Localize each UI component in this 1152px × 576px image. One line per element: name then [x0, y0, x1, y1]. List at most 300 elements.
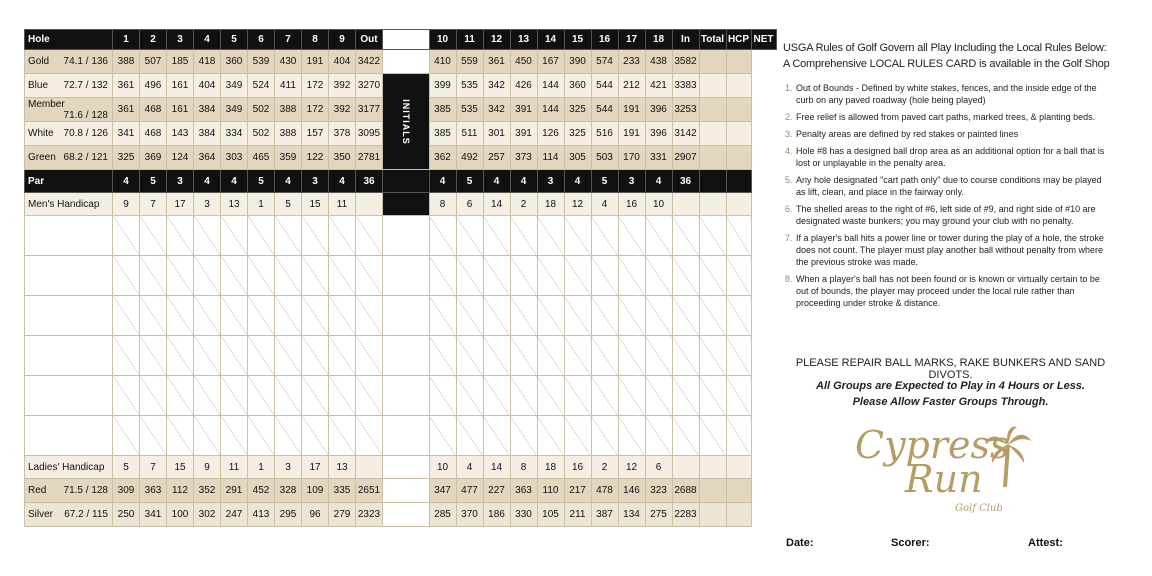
score-cell[interactable]: [645, 296, 672, 336]
score-cell[interactable]: [699, 416, 726, 456]
value-cell: 143: [167, 122, 194, 146]
score-cell[interactable]: [302, 216, 329, 256]
handicap-value: 12: [618, 456, 645, 479]
value-cell: 359: [275, 146, 302, 170]
value-cell: 291: [221, 479, 248, 503]
score-cell[interactable]: [113, 216, 140, 256]
handicap-value: 11: [329, 193, 356, 216]
score-cell[interactable]: [429, 256, 456, 296]
initials-cell[interactable]: [383, 296, 430, 336]
score-cell[interactable]: [564, 296, 591, 336]
score-cell[interactable]: [248, 336, 275, 376]
value-cell: 126: [537, 122, 564, 146]
score-cell[interactable]: [275, 216, 302, 256]
score-cell[interactable]: [483, 376, 510, 416]
handicap-value: 17: [167, 193, 194, 216]
value-cell: 362: [429, 146, 456, 170]
score-cell[interactable]: [302, 416, 329, 456]
tee-row: [25, 503, 777, 527]
value-cell: 157: [302, 122, 329, 146]
value-cell: 186: [483, 503, 510, 527]
value-cell: 191: [618, 98, 645, 122]
score-cell[interactable]: [248, 376, 275, 416]
score-cell[interactable]: [726, 50, 751, 74]
header-cell: NET: [751, 30, 776, 50]
header-cell: 5: [221, 30, 248, 50]
rule-number: 5.: [785, 175, 793, 185]
score-cell[interactable]: [221, 256, 248, 296]
value-cell: 438: [645, 50, 672, 74]
handicap-value: 1: [248, 193, 275, 216]
score-cell[interactable]: [113, 256, 140, 296]
tee-rating: 70.8 / 126: [63, 128, 108, 139]
value-cell: 388: [113, 50, 140, 74]
score-cell[interactable]: [645, 376, 672, 416]
header-cell: In: [672, 30, 699, 50]
score-cell[interactable]: [113, 416, 140, 456]
score-cell[interactable]: [248, 256, 275, 296]
score-cell[interactable]: [275, 256, 302, 296]
attest-label: Attest:: [1028, 537, 1063, 549]
par-value: 5: [248, 170, 275, 193]
value-cell: 305: [564, 146, 591, 170]
value-cell: 247: [221, 503, 248, 527]
value-cell: 334: [221, 122, 248, 146]
rule-item: [783, 174, 1113, 198]
rule-text: Hole #8 has a designed ball drop area as an additional option for a ball that is lost or unplayable in the penalty area.: [796, 146, 1105, 168]
value-cell: 212: [618, 74, 645, 98]
score-cell[interactable]: [194, 416, 221, 456]
tee-label: [25, 50, 113, 74]
score-cell[interactable]: [591, 256, 618, 296]
score-cell[interactable]: [510, 376, 537, 416]
score-cell[interactable]: [699, 50, 726, 74]
score-cell[interactable]: [672, 416, 699, 456]
handicap-value: [672, 456, 699, 479]
value-cell: 191: [618, 122, 645, 146]
tee-name: Member: [28, 98, 65, 110]
rule-item: [783, 232, 1113, 268]
rule-number: 4.: [785, 146, 793, 156]
handicap-value: 2: [591, 456, 618, 479]
score-cell[interactable]: [726, 98, 751, 122]
score-cell[interactable]: [726, 296, 751, 336]
value-cell: 404: [329, 50, 356, 74]
score-cell[interactable]: [221, 336, 248, 376]
player-name-cell[interactable]: [25, 376, 113, 416]
value-cell: 399: [429, 74, 456, 98]
score-cell[interactable]: [167, 216, 194, 256]
par-value: 3: [537, 170, 564, 193]
logo-line-1: Cypress: [855, 423, 1010, 467]
tee-name: Blue: [28, 80, 49, 91]
initials-spacer: [383, 170, 430, 193]
value-cell: 295: [275, 503, 302, 527]
score-cell[interactable]: [140, 336, 167, 376]
score-cell[interactable]: [726, 122, 751, 146]
score-cell[interactable]: [564, 216, 591, 256]
score-cell[interactable]: [167, 416, 194, 456]
score-cell[interactable]: [726, 216, 751, 256]
score-cell[interactable]: [699, 122, 726, 146]
score-cell[interactable]: [726, 193, 751, 216]
value-cell: 361: [483, 50, 510, 74]
initials-cell[interactable]: [383, 376, 430, 416]
score-cell[interactable]: [429, 216, 456, 256]
score-cell[interactable]: [618, 376, 645, 416]
score-cell[interactable]: [726, 376, 751, 416]
initials-spacer: [383, 193, 430, 216]
value-cell: 342: [483, 74, 510, 98]
handicap-value: 10: [429, 456, 456, 479]
tee-label: [25, 74, 113, 98]
initials-label: INITIALS: [400, 98, 411, 145]
handicap-value: 9: [113, 193, 140, 216]
score-cell[interactable]: [591, 376, 618, 416]
rules-heading-1: USGA Rules of Golf Govern all Play Including the Local Rules Below:: [783, 42, 1107, 54]
score-cell[interactable]: [645, 256, 672, 296]
score-cell[interactable]: [483, 296, 510, 336]
score-cell[interactable]: [140, 376, 167, 416]
score-cell[interactable]: [537, 216, 564, 256]
value-cell: 330: [510, 503, 537, 527]
value-cell: 392: [329, 98, 356, 122]
score-cell[interactable]: [726, 336, 751, 376]
handicap-value: 1: [248, 456, 275, 479]
score-cell[interactable]: [429, 416, 456, 456]
score-cell[interactable]: [483, 416, 510, 456]
value-cell: 524: [248, 74, 275, 98]
score-cell[interactable]: [699, 503, 726, 527]
value-cell: 468: [140, 98, 167, 122]
handicap-value: 10: [645, 193, 672, 216]
value-cell: 502: [248, 122, 275, 146]
header-cell: 16: [591, 30, 618, 50]
score-cell[interactable]: [510, 296, 537, 336]
score-cell[interactable]: [356, 376, 383, 416]
handicap-value: 3: [275, 456, 302, 479]
score-cell[interactable]: [329, 216, 356, 256]
score-cell[interactable]: [429, 376, 456, 416]
value-cell: 350: [329, 146, 356, 170]
score-cell[interactable]: [618, 416, 645, 456]
score-cell[interactable]: [726, 503, 751, 527]
pace-line-1: All Groups are Expected to Play in 4 Hours or Less.: [816, 380, 1085, 392]
player-score-row: [25, 216, 777, 256]
value-cell: 385: [429, 122, 456, 146]
value-cell: 233: [618, 50, 645, 74]
score-cell[interactable]: [140, 216, 167, 256]
score-cell[interactable]: [194, 256, 221, 296]
handicap-value: [672, 193, 699, 216]
score-cell[interactable]: [699, 193, 726, 216]
player-name-cell[interactable]: [25, 256, 113, 296]
par-label: Par: [25, 170, 113, 193]
value-cell: 496: [140, 74, 167, 98]
ladies-handicap-row: [25, 456, 777, 479]
value-cell: 167: [537, 50, 564, 74]
score-cell[interactable]: [699, 296, 726, 336]
spacer-cell: [383, 30, 430, 50]
score-cell[interactable]: [726, 456, 751, 479]
score-cell[interactable]: [456, 416, 483, 456]
value-cell: 303: [221, 146, 248, 170]
score-cell[interactable]: [329, 416, 356, 456]
value-cell: 3422: [356, 50, 383, 74]
score-cell[interactable]: [329, 296, 356, 336]
value-cell: 323: [645, 479, 672, 503]
value-cell: 2323: [356, 503, 383, 527]
score-cell[interactable]: [329, 256, 356, 296]
par-value: 4: [194, 170, 221, 193]
initials-cell[interactable]: [383, 416, 430, 456]
par-value: 4: [429, 170, 456, 193]
value-cell: 450: [510, 50, 537, 74]
score-cell[interactable]: [456, 256, 483, 296]
score-cell[interactable]: [699, 376, 726, 416]
header-cell: 14: [537, 30, 564, 50]
score-cell[interactable]: [672, 256, 699, 296]
value-cell: 110: [537, 479, 564, 503]
score-cell[interactable]: [699, 98, 726, 122]
score-cell[interactable]: [510, 256, 537, 296]
player-name-cell[interactable]: [25, 336, 113, 376]
score-cell[interactable]: [275, 416, 302, 456]
score-cell[interactable]: [275, 296, 302, 336]
rule-number: 7.: [785, 233, 793, 243]
score-cell[interactable]: [302, 376, 329, 416]
value-cell: 384: [194, 98, 221, 122]
score-cell[interactable]: [618, 216, 645, 256]
par-value: 4: [483, 170, 510, 193]
score-cell[interactable]: [699, 456, 726, 479]
value-cell: 574: [591, 50, 618, 74]
value-cell: 112: [167, 479, 194, 503]
score-cell[interactable]: [591, 296, 618, 336]
handicap-value: 2: [510, 193, 537, 216]
spacer-cell: [383, 479, 430, 503]
pace-line-2: Please Allow Faster Groups Through.: [852, 396, 1049, 408]
value-cell: 325: [564, 122, 591, 146]
score-cell[interactable]: [140, 256, 167, 296]
score-cell[interactable]: [726, 146, 751, 170]
tee-label: [25, 122, 113, 146]
score-cell[interactable]: [302, 256, 329, 296]
score-cell[interactable]: [672, 376, 699, 416]
value-cell: 2651: [356, 479, 383, 503]
score-cell[interactable]: [113, 376, 140, 416]
score-cell[interactable]: [510, 416, 537, 456]
score-cell[interactable]: [672, 336, 699, 376]
score-cell[interactable]: [564, 376, 591, 416]
score-cell[interactable]: [564, 336, 591, 376]
value-cell: 544: [591, 98, 618, 122]
initials-cell[interactable]: [383, 336, 430, 376]
player-name-cell[interactable]: [25, 216, 113, 256]
handicap-value: 16: [564, 456, 591, 479]
score-cell[interactable]: [329, 376, 356, 416]
score-cell[interactable]: [537, 256, 564, 296]
value-cell: 391: [510, 122, 537, 146]
header-cell: 13: [510, 30, 537, 50]
score-cell[interactable]: [699, 479, 726, 503]
value-cell: 275: [645, 503, 672, 527]
score-cell[interactable]: [194, 376, 221, 416]
score-cell[interactable]: [537, 416, 564, 456]
score-cell[interactable]: [221, 296, 248, 336]
score-cell[interactable]: [645, 216, 672, 256]
score-cell[interactable]: [113, 296, 140, 336]
value-cell: 191: [302, 50, 329, 74]
par-value: 3: [618, 170, 645, 193]
score-cell[interactable]: [564, 416, 591, 456]
score-cell[interactable]: [618, 336, 645, 376]
handicap-value: 9: [194, 456, 221, 479]
score-cell[interactable]: [167, 256, 194, 296]
value-cell: 328: [275, 479, 302, 503]
value-cell: 341: [113, 122, 140, 146]
score-cell[interactable]: [591, 216, 618, 256]
score-cell[interactable]: [248, 216, 275, 256]
rule-number: 2.: [785, 112, 793, 122]
value-cell: 468: [140, 122, 167, 146]
initials-cell[interactable]: [383, 216, 430, 256]
tee-name: Red: [28, 485, 47, 496]
score-cell[interactable]: [510, 216, 537, 256]
score-cell[interactable]: [618, 256, 645, 296]
handicap-value: 13: [329, 456, 356, 479]
score-cell[interactable]: [302, 336, 329, 376]
value-cell: 96: [302, 503, 329, 527]
handicap-value: 4: [591, 193, 618, 216]
score-cell[interactable]: [167, 296, 194, 336]
score-cell[interactable]: [248, 416, 275, 456]
score-cell[interactable]: [456, 296, 483, 336]
score-cell[interactable]: [645, 336, 672, 376]
scorecard-table: [24, 29, 777, 527]
score-cell[interactable]: [726, 256, 751, 296]
tee-rating: 71.5 / 128: [63, 485, 108, 496]
score-cell[interactable]: [726, 74, 751, 98]
score-cell[interactable]: [329, 336, 356, 376]
value-cell: 122: [302, 146, 329, 170]
score-cell[interactable]: [221, 416, 248, 456]
score-cell[interactable]: [356, 336, 383, 376]
player-score-row: [25, 416, 777, 456]
score-cell[interactable]: [510, 336, 537, 376]
score-cell[interactable]: [537, 336, 564, 376]
score-cell[interactable]: [456, 376, 483, 416]
score-cell[interactable]: [221, 216, 248, 256]
score-cell[interactable]: [672, 296, 699, 336]
value-cell: 302: [194, 503, 221, 527]
score-cell[interactable]: [537, 376, 564, 416]
score-cell[interactable]: [429, 296, 456, 336]
value-cell: 502: [248, 98, 275, 122]
par-value: 4: [113, 170, 140, 193]
value-cell: 3383: [672, 74, 699, 98]
score-cell[interactable]: [591, 336, 618, 376]
score-cell[interactable]: [113, 336, 140, 376]
value-cell: 217: [564, 479, 591, 503]
score-cell[interactable]: [456, 336, 483, 376]
value-cell: 2688: [672, 479, 699, 503]
score-cell[interactable]: [140, 416, 167, 456]
score-cell[interactable]: [564, 256, 591, 296]
tee-row: [25, 74, 777, 98]
score-cell[interactable]: [726, 416, 751, 456]
score-cell[interactable]: [275, 376, 302, 416]
score-cell[interactable]: [672, 216, 699, 256]
tee-label: [25, 503, 113, 527]
score-cell[interactable]: [699, 216, 726, 256]
score-cell[interactable]: [726, 479, 751, 503]
score-cell[interactable]: [194, 216, 221, 256]
score-cell[interactable]: [248, 296, 275, 336]
score-cell[interactable]: [194, 336, 221, 376]
value-cell: 363: [140, 479, 167, 503]
score-cell[interactable]: [645, 416, 672, 456]
par-value: 3: [302, 170, 329, 193]
score-cell[interactable]: [221, 376, 248, 416]
score-cell[interactable]: [167, 376, 194, 416]
value-cell: 134: [618, 503, 645, 527]
score-cell[interactable]: [275, 336, 302, 376]
header-cell: 8: [302, 30, 329, 50]
score-cell[interactable]: [140, 296, 167, 336]
value-cell: 227: [483, 479, 510, 503]
date-label: Date:: [786, 537, 814, 549]
mens-handicap-label: Men's Handicap: [25, 193, 113, 216]
score-cell[interactable]: [699, 74, 726, 98]
initials-cell[interactable]: [383, 256, 430, 296]
par-value: 5: [591, 170, 618, 193]
player-name-cell[interactable]: [25, 416, 113, 456]
repair-notice: PLEASE REPAIR BALL MARKS, RAKE BUNKERS AND SAND DIVOTS.: [795, 357, 1106, 381]
value-cell: 410: [429, 50, 456, 74]
par-value: 4: [564, 170, 591, 193]
score-cell[interactable]: [483, 216, 510, 256]
score-cell[interactable]: [356, 416, 383, 456]
handicap-value: 14: [483, 456, 510, 479]
score-cell[interactable]: [302, 296, 329, 336]
player-name-cell[interactable]: [25, 296, 113, 336]
score-cell[interactable]: [356, 216, 383, 256]
score-cell[interactable]: [456, 216, 483, 256]
score-cell[interactable]: [483, 336, 510, 376]
score-cell[interactable]: [699, 146, 726, 170]
value-cell: 250: [113, 503, 140, 527]
score-cell[interactable]: [356, 296, 383, 336]
score-cell[interactable]: [699, 336, 726, 376]
score-cell[interactable]: [356, 256, 383, 296]
value-cell: 285: [429, 503, 456, 527]
player-score-row: [25, 376, 777, 416]
tee-label: [25, 146, 113, 170]
score-cell[interactable]: [537, 296, 564, 336]
handicap-value: 13: [221, 193, 248, 216]
spacer-cell: [383, 503, 430, 527]
score-cell[interactable]: [483, 256, 510, 296]
score-cell[interactable]: [429, 336, 456, 376]
score-cell[interactable]: [167, 336, 194, 376]
score-cell[interactable]: [591, 416, 618, 456]
score-cell[interactable]: [618, 296, 645, 336]
value-cell: 507: [140, 50, 167, 74]
score-cell[interactable]: [699, 256, 726, 296]
score-cell[interactable]: [194, 296, 221, 336]
par-value: 4: [510, 170, 537, 193]
